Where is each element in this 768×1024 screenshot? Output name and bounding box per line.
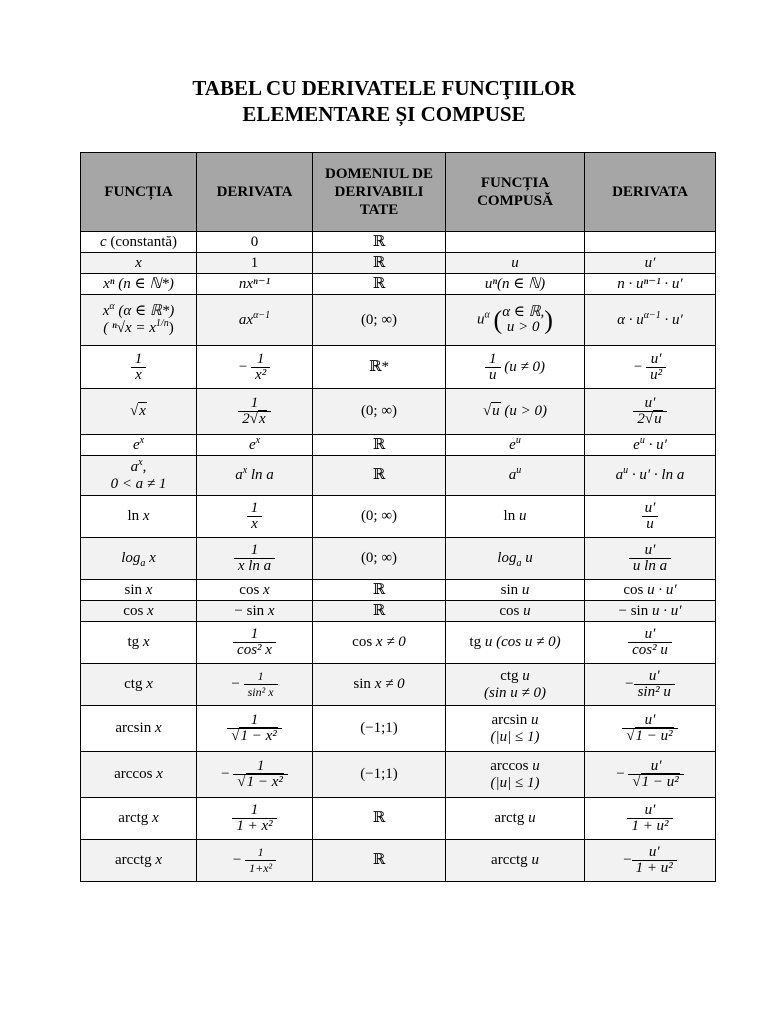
cell-composite-derivative: − $\frac{u'}{\text{sin² u}}$	[585, 664, 716, 706]
cell-composite-derivative: − $\frac{u'}{\text{u²}}$	[585, 346, 716, 389]
cell-composite: tg u (cos u ≠ 0)	[446, 622, 585, 664]
sqrt-icon: √	[130, 403, 139, 419]
cell-derivative: $e^x$	[197, 435, 313, 456]
header-composite: FUNCȚIA COMPUSĂ	[446, 153, 585, 232]
sqrt-icon: √	[626, 728, 635, 744]
cell-derivative: cos x	[197, 580, 313, 601]
cell-composite-derivative: $e^u \cdot u'$	[585, 435, 716, 456]
cell-composite-derivative	[585, 232, 716, 253]
cell-function: sin x	[81, 580, 197, 601]
sqrt-icon: √	[231, 728, 240, 744]
cell-domain: ℝ	[313, 435, 446, 456]
table-row	[81, 706, 716, 752]
table-row	[81, 435, 716, 456]
cell-composite: $u^\alpha$ (α ∈ ℝ, u > 0 )	[446, 295, 585, 346]
table-row	[81, 840, 716, 882]
cell-function: x	[81, 253, 197, 274]
cell-derivative: − $\frac{1}{\text{1+x²}}$	[197, 840, 313, 882]
table-row	[81, 664, 716, 706]
header-row	[81, 153, 716, 232]
table-row	[81, 253, 716, 274]
table-row	[81, 580, 716, 601]
cell-derivative: − $\frac{1}{\text{√1 − x²}}$	[197, 752, 313, 798]
cell-composite: u	[446, 253, 585, 274]
cell-composite: ln u	[446, 496, 585, 538]
cell-domain: (0; ∞)	[313, 389, 446, 435]
cell-composite-derivative: $\alpha \cdot u^{\alpha-1} \cdot u'$	[585, 295, 716, 346]
cell-derivative: $\frac{1}{\text{1 + x²}}$	[197, 798, 313, 840]
cell-derivative: 0	[197, 232, 313, 253]
cell-domain: ℝ	[313, 232, 446, 253]
table-row	[81, 232, 716, 253]
sqrt-icon: √	[237, 774, 246, 790]
cell-function: arcsin x	[81, 706, 197, 752]
table-row	[81, 798, 716, 840]
cell-domain: ℝ	[313, 253, 446, 274]
cell-function: $e^x$	[81, 435, 197, 456]
cell-composite-derivative: $a^u \cdot u' \cdot \ln a$	[585, 456, 716, 496]
cell-domain: (0; ∞)	[313, 538, 446, 580]
cell-composite-derivative: − $\frac{u'}{\text{√1 − u²}}$	[585, 752, 716, 798]
cell-domain: (−1;1)	[313, 706, 446, 752]
cell-domain: ℝ	[313, 601, 446, 622]
cell-function: xⁿ (n ∈ ℕ*)	[81, 274, 197, 295]
title-line-2: ELEMENTARE ȘI COMPUSE	[242, 102, 526, 126]
cell-composite-derivative: − sin u · u′	[585, 601, 716, 622]
cell-composite: $\log_a u$	[446, 538, 585, 580]
table-row	[81, 601, 716, 622]
cell-derivative: $a^x$ ln a	[197, 456, 313, 496]
cell-composite: ctg u (sin u ≠ 0)	[446, 664, 585, 706]
page-title	[0, 75, 768, 127]
cell-function: $x^\alpha$ (α ∈ ℝ*) ( $^n√x = x^{1/n}$)	[81, 295, 197, 346]
cell-composite-derivative: cos u · u′	[585, 580, 716, 601]
header-derivative: DERIVATA	[197, 153, 313, 232]
cell-composite: $e^u$	[446, 435, 585, 456]
table-row	[81, 456, 716, 496]
cell-composite-derivative: $\frac{u'}{\text{√1 − u²}}$	[585, 706, 716, 752]
cell-derivative: $\frac{1}{2√x}$	[197, 389, 313, 435]
cell-composite: cos u	[446, 601, 585, 622]
title-line-1: TABEL CU DERIVATELE FUNCŢIILOR	[192, 76, 576, 100]
cell-domain: ℝ	[313, 580, 446, 601]
cell-derivative: $ax^{\alpha-1}$	[197, 295, 313, 346]
cell-domain: ℝ	[313, 798, 446, 840]
cell-derivative: − sin x	[197, 601, 313, 622]
table-row	[81, 346, 716, 389]
cell-composite-derivative: n · uⁿ⁻¹ · u′	[585, 274, 716, 295]
header-function: FUNCȚIA	[81, 153, 197, 232]
cell-composite: arctg u	[446, 798, 585, 840]
cell-function: c (constantă)	[81, 232, 197, 253]
sqrt-icon: √	[632, 774, 641, 790]
table-row	[81, 295, 716, 346]
table-row	[81, 389, 716, 435]
cell-derivative: nxⁿ⁻¹	[197, 274, 313, 295]
table-row	[81, 538, 716, 580]
cell-derivative: $\frac{1}{x}$	[197, 496, 313, 538]
cell-function: $\log_a x$	[81, 538, 197, 580]
cell-composite	[446, 232, 585, 253]
cell-composite-derivative: $\frac{u'}{\text{1 + u²}}$	[585, 798, 716, 840]
cell-domain: (0; ∞)	[313, 496, 446, 538]
cell-composite-derivative: $\frac{u'}{u}$	[585, 496, 716, 538]
cell-domain: ℝ	[313, 840, 446, 882]
table-row	[81, 622, 716, 664]
cell-derivative: $\frac{1}{\text{√1 − x²}}$	[197, 706, 313, 752]
cell-composite: √u (u > 0)	[446, 389, 585, 435]
cell-function: arcctg x	[81, 840, 197, 882]
cell-composite-derivative: − $\frac{u'}{\text{1 + u²}}$	[585, 840, 716, 882]
cell-function: arccos x	[81, 752, 197, 798]
cell-composite: $\frac{1}{u}$ (u ≠ 0)	[446, 346, 585, 389]
cell-function: $\frac{1}{x}$	[81, 346, 197, 389]
cell-composite-derivative: u′	[585, 253, 716, 274]
cell-domain: ℝ	[313, 274, 446, 295]
cell-function: arctg x	[81, 798, 197, 840]
cell-domain: (0; ∞)	[313, 295, 446, 346]
cell-derivative: − $\frac{1}{\text{sin² x}}$	[197, 664, 313, 706]
cell-domain: ℝ	[313, 456, 446, 496]
cell-function: cos x	[81, 601, 197, 622]
cell-domain: sin x ≠ 0	[313, 664, 446, 706]
cell-derivative: $\frac{1}{\text{cos² x}}$	[197, 622, 313, 664]
cell-composite: uⁿ(n ∈ ℕ)	[446, 274, 585, 295]
cell-composite: arccos u (|u| ≤ 1)	[446, 752, 585, 798]
sqrt-icon: √	[644, 411, 654, 427]
cell-composite-derivative: $\frac{u'}{\text{u ln a}}$	[585, 538, 716, 580]
cell-derivative: 1	[197, 253, 313, 274]
cell-function: ln x	[81, 496, 197, 538]
cell-composite: arcsin u (|u| ≤ 1)	[446, 706, 585, 752]
cell-derivative: $\frac{1}{\text{x ln a}}$	[197, 538, 313, 580]
table-row	[81, 752, 716, 798]
cell-domain: cos x ≠ 0	[313, 622, 446, 664]
table-row	[81, 274, 716, 295]
header-composite-derivative: DERIVATA	[585, 153, 716, 232]
sqrt-icon: √	[249, 411, 259, 427]
cell-function: ctg x	[81, 664, 197, 706]
sqrt-icon: √	[482, 403, 492, 419]
cell-function: tg x	[81, 622, 197, 664]
cell-composite-derivative: $\frac{u'}{2√u}$	[585, 389, 716, 435]
derivatives-table	[80, 152, 716, 882]
cell-domain: (−1;1)	[313, 752, 446, 798]
cell-function: $a^x$, 0 < a ≠ 1	[81, 456, 197, 496]
cell-composite: $a^u$	[446, 456, 585, 496]
cell-composite: sin u	[446, 580, 585, 601]
header-domain: DOMENIUL DE DERIVABILI TATE	[313, 153, 446, 232]
cell-composite-derivative: $\frac{u'}{\text{cos² u}}$	[585, 622, 716, 664]
cell-composite: arcctg u	[446, 840, 585, 882]
cell-function: √x	[81, 389, 197, 435]
cell-derivative: − $\frac{1}{\text{x²}}$	[197, 346, 313, 389]
cell-domain: ℝ*	[313, 346, 446, 389]
table-row	[81, 496, 716, 538]
